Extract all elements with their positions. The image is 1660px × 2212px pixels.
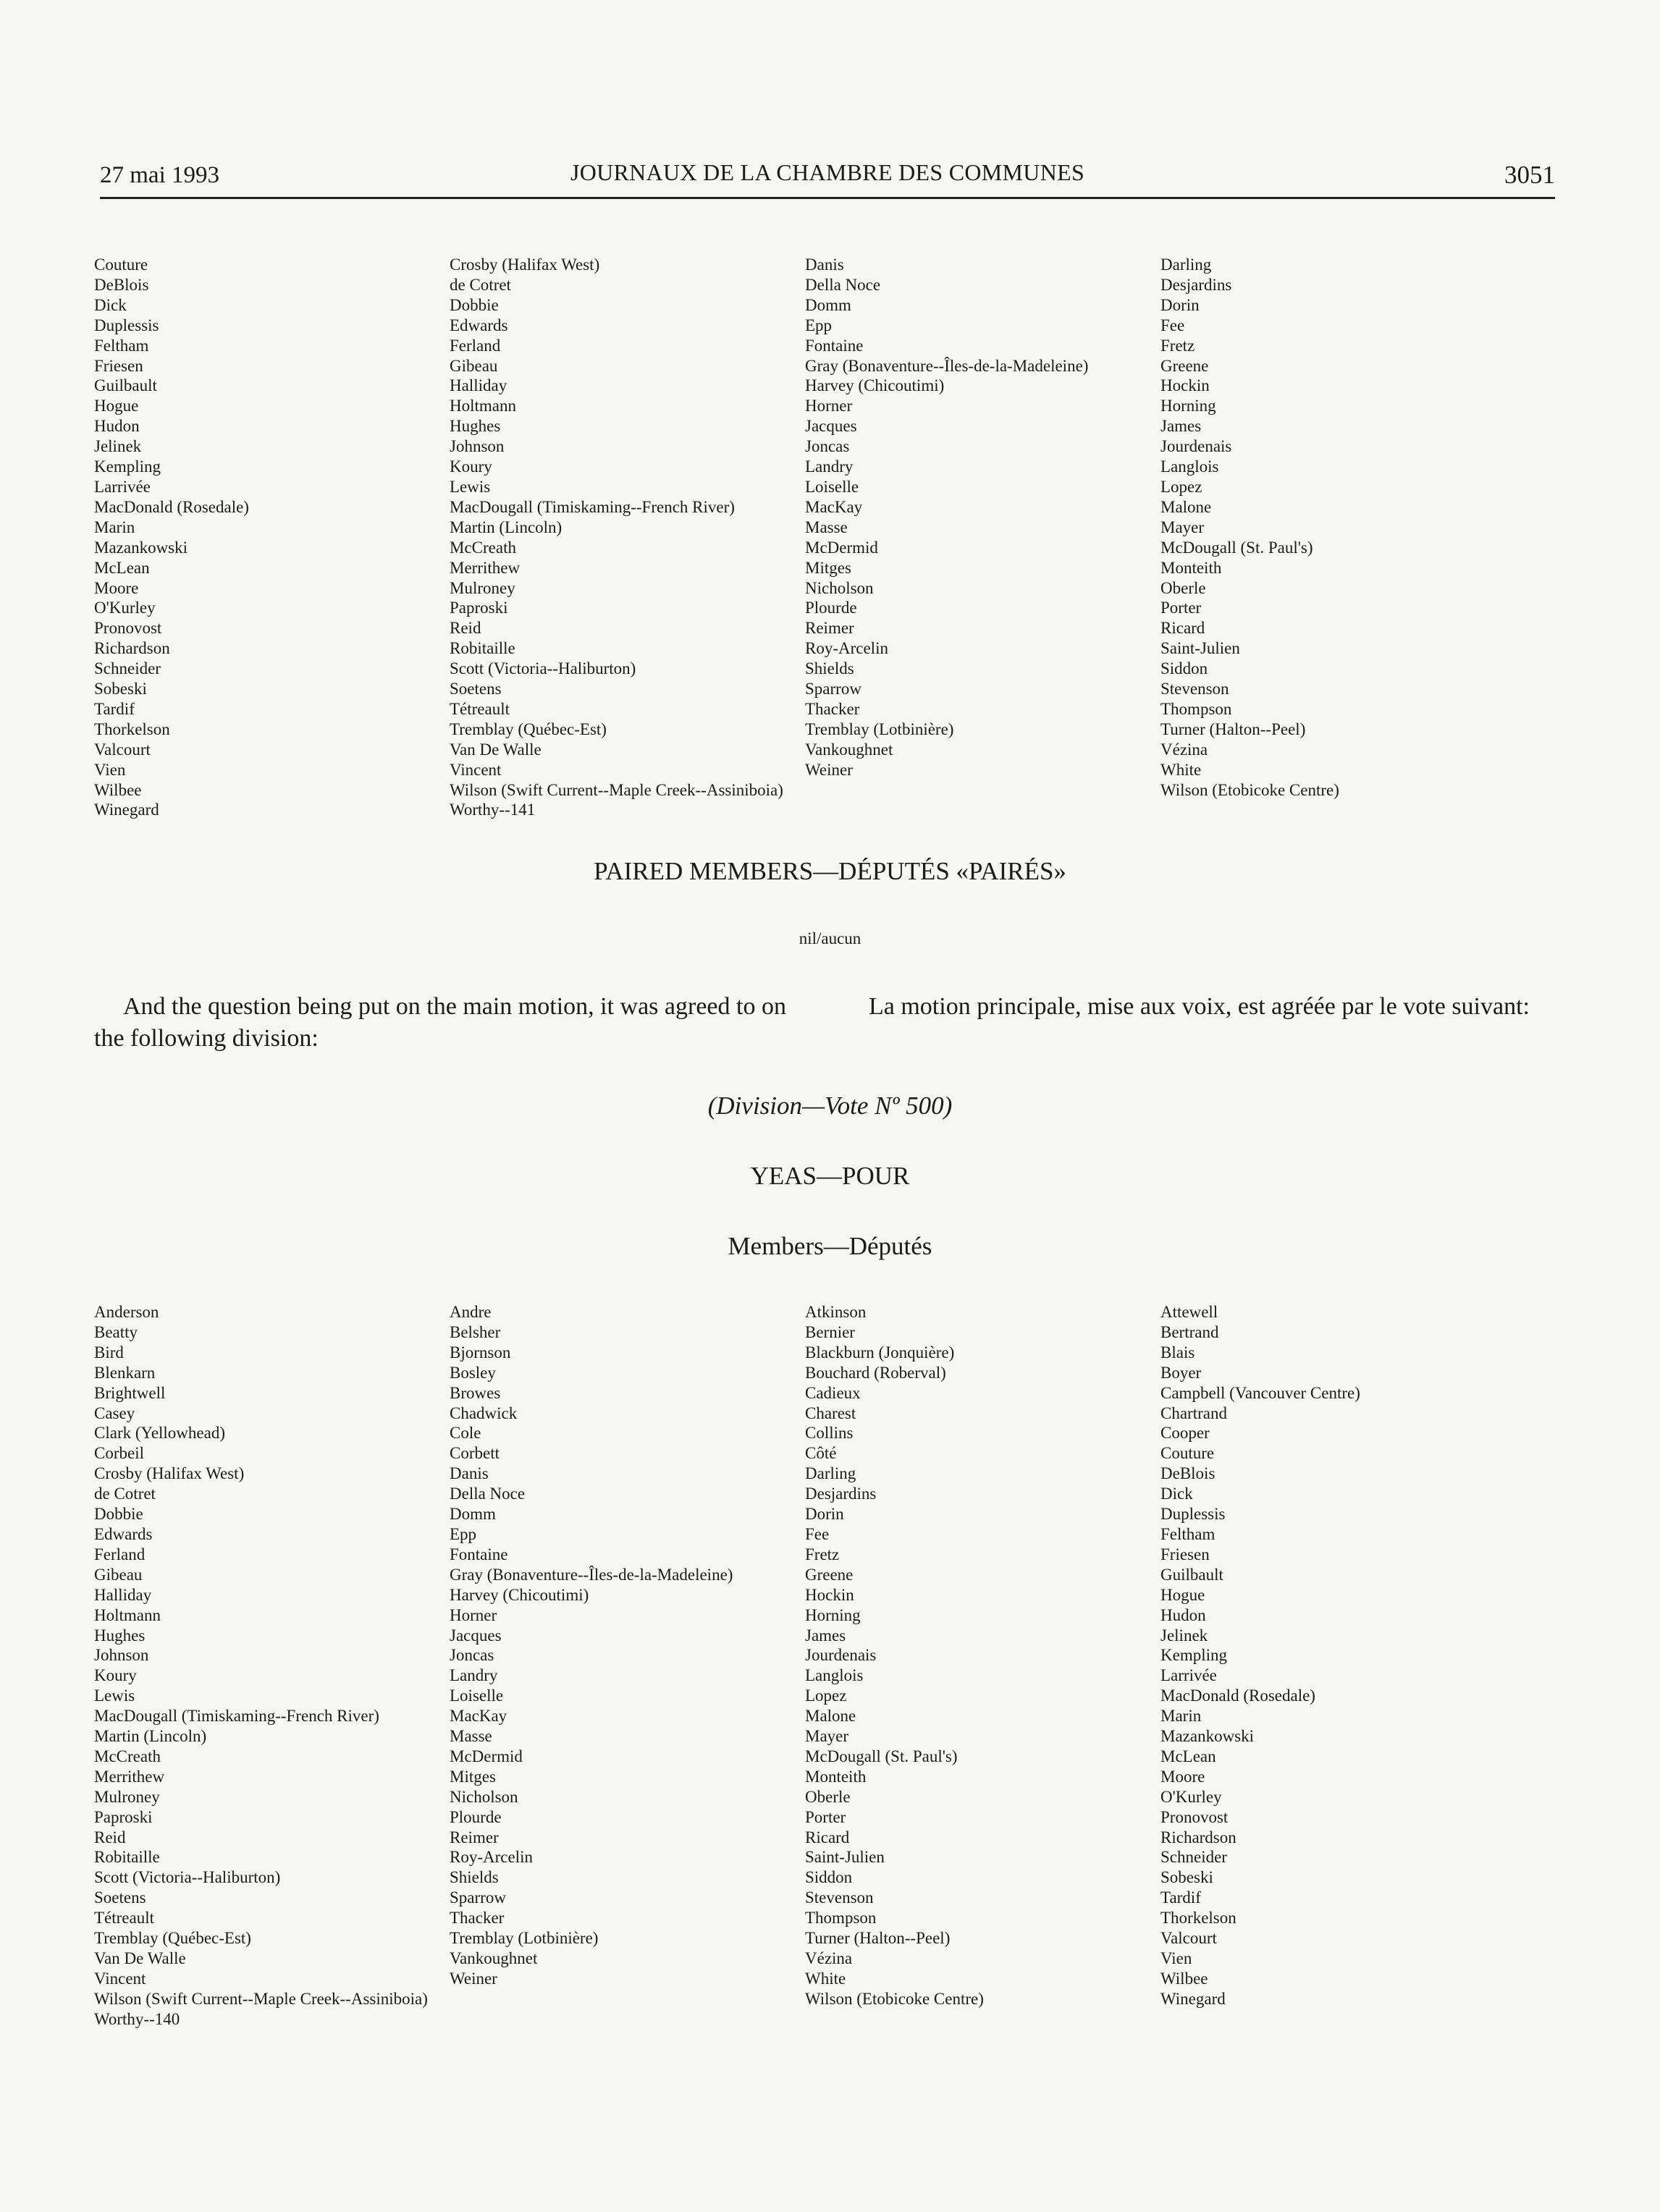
member-name: Van De Walle [94,1949,186,1967]
member-name: Halliday [450,376,507,395]
member-name: Domm [805,295,851,314]
member-name: Casey [94,1403,135,1422]
member-name: Edwards [450,316,508,334]
member-name: MacDonald (Rosedale) [94,497,249,516]
member-name: Bird [94,1343,124,1362]
member-name: Oberle [805,1787,851,1806]
member-name: Reid [94,1828,126,1846]
member-name: Greene [805,1565,854,1584]
member-name: Tétreault [450,699,510,718]
member-name: Duplessis [1160,1505,1226,1524]
member-name: Tremblay (Québec-Est) [450,719,607,738]
member-name: McCreath [94,1747,161,1765]
member-name: Koury [94,1666,137,1685]
member-name: Mazankowski [94,538,188,557]
member-name: Turner (Halton--Peel) [1160,719,1306,738]
member-name: Crosby (Halifax West) [94,1464,245,1483]
member-name: Della Noce [805,275,881,294]
member-name: Johnson [94,1646,149,1665]
member-name: O'Kurley [94,599,156,617]
member-name: Wilson (Swift Current--Maple Creek--Assiniboia) [450,780,783,799]
member-name: Jourdenais [1160,437,1232,456]
member-name: Plourde [450,1807,502,1826]
member-name: Sobeski [94,680,147,698]
member-name: Nicholson [450,1787,518,1806]
member-name: Tremblay (Québec-Est) [94,1929,251,1948]
member-name: Valcourt [94,740,151,759]
member-name: Corbett [450,1444,500,1463]
member-name: O'Kurley [1160,1787,1222,1806]
member-name: Worthy--140 [94,2009,180,2028]
member-name: Shields [805,659,854,678]
member-name: Feltham [1160,1524,1215,1543]
member-name: Blackburn (Jonquière) [805,1343,955,1362]
member-name: Koury [450,457,492,476]
member-name: Fee [805,1524,830,1543]
member-name: Harvey (Chicoutimi) [450,1585,589,1604]
header-date: 27 mai 1993 [100,162,219,188]
member-name: Lewis [94,1687,135,1705]
member-name: Dick [1160,1485,1193,1503]
member-name: Duplessis [94,316,159,334]
member-name: Wilson (Etobicoke Centre) [1160,780,1339,799]
member-name: Soetens [94,1888,146,1907]
member-name: Winegard [94,801,159,819]
member-name: Loiselle [805,477,859,496]
member-name: Greene [1160,356,1209,375]
member-name: Halliday [94,1585,152,1604]
member-name: Fontaine [805,336,864,355]
member-name: Valcourt [1160,1929,1217,1948]
member-name: James [1160,417,1202,436]
member-name: Worthy--141 [450,801,536,819]
page-number: 3051 [1504,161,1555,189]
member-name: MacDonald (Rosedale) [1160,1687,1315,1705]
member-name: MacDougall (Timiskaming--French River) [450,497,735,516]
member-name: de Cotret [450,275,511,294]
member-name: Holtmann [94,1605,161,1624]
member-name: Gray (Bonaventure--Îles-de-la-Madeleine) [805,356,1089,375]
member-name: Dobbie [450,295,499,314]
member-name: Darling [805,1464,856,1483]
member-name: Jelinek [94,437,142,456]
name-column-1 [94,1302,428,2030]
member-name: Malone [805,1707,856,1726]
member-name: Attewell [1160,1303,1218,1321]
member-name: Scott (Victoria--Haliburton) [450,659,636,678]
name-column-4 [1160,1302,1360,2009]
member-name: Vézina [1160,740,1208,759]
member-name: Brightwell [94,1383,166,1402]
member-name: Sparrow [450,1888,506,1907]
member-name: Belsher [450,1322,501,1341]
member-name: DeBlois [1160,1464,1215,1483]
member-name: Campbell (Vancouver Centre) [1160,1383,1360,1402]
member-name: Kempling [1160,1646,1227,1665]
member-name: Weiner [450,1969,497,1988]
member-name: Roy-Arcelin [805,639,888,658]
journal-title: JOURNAUX DE LA CHAMBRE DES COMMUNES [570,159,1085,185]
member-name: Domm [450,1505,496,1524]
member-name: Thompson [805,1909,877,1928]
member-name: Mayer [805,1727,849,1746]
member-name: Thacker [805,699,860,718]
member-name: Gray (Bonaventure--Îles-de-la-Madeleine) [450,1565,733,1584]
member-name: Moore [94,578,139,597]
member-name: Horning [1160,397,1216,415]
member-name: Kempling [94,457,161,476]
member-name: White [805,1969,846,1988]
name-column-1 [94,255,249,820]
member-name: Horner [450,1605,497,1624]
member-name: Plourde [805,599,857,617]
member-name: Boyer [1160,1363,1202,1382]
member-name: Saint-Julien [805,1848,885,1867]
member-name: McLean [94,558,150,577]
member-name: Della Noce [450,1485,526,1503]
member-name: Nicholson [805,578,874,597]
member-name: Collins [805,1424,854,1443]
member-name: Lopez [805,1687,847,1705]
name-column-2 [450,255,783,820]
member-name: Dorin [1160,295,1200,314]
member-name: Vien [94,760,126,779]
member-name: Ricard [805,1828,850,1846]
member-name: Mayer [1160,518,1205,536]
member-name: Pronovost [94,619,162,638]
member-name: White [1160,760,1202,779]
member-name: Ferland [450,336,501,355]
member-name: Danis [450,1464,489,1483]
member-name: Fee [1160,316,1185,334]
name-column-3 [805,1302,984,2009]
member-name: Mulroney [94,1787,160,1806]
member-name: Martin (Lincoln) [450,518,563,536]
member-name: Atkinson [805,1303,867,1321]
member-name: James [805,1626,846,1645]
member-name: Thompson [1160,699,1232,718]
member-name: Ricard [1160,619,1205,638]
name-column-2 [450,1302,733,1989]
member-name: Martin (Lincoln) [94,1727,207,1746]
member-name: McDermid [805,538,878,557]
member-name: de Cotret [94,1485,156,1503]
member-name: Reid [450,619,481,638]
member-name: Winegard [1160,1989,1226,2008]
member-name: Siddon [1160,659,1208,678]
member-name: Van De Walle [450,740,542,759]
member-name: Epp [450,1524,477,1543]
member-name: McCreath [450,538,516,557]
member-name: Friesen [94,356,143,375]
member-name: Fretz [805,1545,840,1563]
member-name: Scott (Victoria--Haliburton) [94,1868,281,1887]
member-name: Dorin [805,1505,844,1524]
member-name: Wilbee [1160,1969,1208,1988]
member-name: Chartrand [1160,1403,1227,1422]
member-name: Mitges [450,1767,496,1786]
member-name: Oberle [1160,578,1206,597]
member-name: Beatty [94,1322,138,1341]
member-name: Thorkelson [94,719,170,738]
member-name: Tremblay (Lotbinière) [805,719,954,738]
member-name: Gibeau [94,1565,143,1584]
member-name: Marin [94,518,135,536]
member-name: MacDougall (Timiskaming--French River) [94,1707,379,1726]
member-name: Robitaille [450,639,515,658]
member-name: Vézina [805,1949,853,1967]
member-name: Couture [1160,1444,1215,1463]
name-column-4 [1160,255,1339,800]
member-name: Hudon [94,417,140,436]
member-name: Joncas [450,1646,494,1665]
paired-members-heading: PAIRED MEMBERS—DÉPUTÉS «PAIRÉS» [594,857,1066,885]
member-name: Holtmann [450,397,516,415]
member-name: Dobbie [94,1505,143,1524]
member-name: Vincent [94,1969,146,1988]
member-name: Sparrow [805,680,861,698]
member-name: Schneider [94,659,161,678]
member-name: Hogue [1160,1585,1205,1604]
member-name: Guilbault [94,376,157,395]
member-name: Landry [805,457,854,476]
member-name: Mulroney [450,578,515,597]
member-name: Desjardins [1160,275,1232,294]
member-name: Tardif [1160,1888,1201,1907]
member-name: Andre [450,1303,492,1321]
member-name: Couture [94,256,148,274]
member-name: Jelinek [1160,1626,1208,1645]
member-name: Reimer [805,619,854,638]
member-name: Mazankowski [1160,1727,1255,1746]
member-name: Reimer [450,1828,499,1846]
member-name: Stevenson [1160,680,1229,698]
member-name: Wilbee [94,780,142,799]
member-name: Côté [805,1444,837,1463]
member-name: Monteith [805,1767,867,1786]
member-name: Bertrand [1160,1322,1219,1341]
member-name: Vankoughnet [805,740,893,759]
member-name: Wilson (Swift Current--Maple Creek--Assiniboia) [94,1989,428,2008]
member-name: Merrithew [450,558,521,577]
member-name: Blais [1160,1343,1195,1362]
member-name: Marin [1160,1707,1202,1726]
member-name: McDougall (St. Paul's) [1160,538,1313,557]
member-name: Bouchard (Roberval) [805,1363,946,1382]
member-name: Siddon [805,1868,853,1887]
member-name: Vincent [450,760,502,779]
member-name: Tremblay (Lotbinière) [450,1929,599,1948]
member-name: Darling [1160,256,1212,274]
member-name: Shields [450,1868,499,1887]
member-name: Edwards [94,1524,153,1543]
member-name: Hockin [1160,376,1210,395]
member-name: Porter [1160,599,1202,617]
member-name: McDougall (St. Paul's) [805,1747,958,1765]
yeas-heading: YEAS—POUR [750,1162,910,1190]
member-name: Cole [450,1424,481,1443]
member-name: Feltham [94,336,149,355]
member-name: Friesen [1160,1545,1210,1563]
member-name: Fontaine [450,1545,508,1563]
member-name: Cooper [1160,1424,1210,1443]
member-name: Johnson [450,437,505,456]
member-name: Clark (Yellowhead) [94,1424,225,1443]
member-name: Sobeski [1160,1868,1213,1887]
member-name: Chadwick [450,1403,518,1422]
member-name: Tardif [94,699,135,718]
member-name: Larrivée [1160,1666,1217,1685]
member-name: Larrivée [94,477,151,496]
member-name: Langlois [1160,457,1219,476]
page-header [100,159,1555,199]
paired-members-none: nil/aucun [799,929,861,947]
member-name: Turner (Halton--Peel) [805,1929,951,1948]
name-column-3 [805,255,1088,780]
member-name: Paproski [450,599,508,617]
member-name: Charest [805,1403,856,1422]
member-name: Bjornson [450,1343,511,1362]
member-name: Porter [805,1807,846,1826]
member-name: Blenkarn [94,1363,156,1382]
member-name: Robitaille [94,1848,160,1867]
member-name: Richardson [1160,1828,1236,1846]
member-name: Joncas [805,437,850,456]
member-name: Stevenson [805,1888,874,1907]
member-name: Harvey (Chicoutimi) [805,376,945,395]
member-name: Horner [805,397,853,415]
member-name: Fretz [1160,336,1195,355]
member-name: Vankoughnet [450,1949,538,1967]
member-name: Ferland [94,1545,146,1563]
member-name: Lewis [450,477,491,496]
motion-text-english: And the question being put on the main motion, it was agreed to on the following division: [94,993,786,1052]
member-name: DeBlois [94,275,149,294]
member-name: Mitges [805,558,851,577]
member-name: Monteith [1160,558,1222,577]
member-name: Bernier [805,1322,855,1341]
member-name: Corbeil [94,1444,144,1463]
member-name: Hughes [94,1626,146,1645]
member-name: Cadieux [805,1383,861,1402]
member-name: Jourdenais [805,1646,877,1665]
member-name: Hogue [94,397,139,415]
member-name: Weiner [805,760,853,779]
member-name: Horning [805,1605,861,1624]
member-name: Thacker [450,1909,505,1928]
member-name: Jacques [805,417,857,436]
member-name: Browes [450,1383,501,1402]
member-name: Masse [805,518,848,536]
motion-text-french: La motion principale, mise aux voix, est agréée par le vote suivant: [869,993,1530,1020]
member-name: MacKay [805,497,863,516]
member-name: Pronovost [1160,1807,1229,1826]
member-name: Landry [450,1666,498,1685]
member-name: Schneider [1160,1848,1227,1867]
member-name: Loiselle [450,1687,504,1705]
member-name: Soetens [450,680,502,698]
member-name: MacKay [450,1707,507,1726]
member-name: Merrithew [94,1767,165,1786]
member-name: Jacques [450,1626,502,1645]
member-name: Vien [1160,1949,1192,1967]
member-name: Epp [805,316,833,334]
member-name: Tétreault [94,1909,155,1928]
member-name: McLean [1160,1747,1216,1765]
member-name: Hockin [805,1585,854,1604]
member-name: Hudon [1160,1605,1206,1624]
member-name: McDermid [450,1747,523,1765]
member-name: Crosby (Halifax West) [450,256,600,274]
member-name: Dick [94,295,127,314]
member-name: Anderson [94,1303,159,1321]
member-name: Thorkelson [1160,1909,1236,1928]
member-name: Malone [1160,497,1212,516]
member-name: Gibeau [450,356,498,375]
member-name: Desjardins [805,1485,877,1503]
member-name: Danis [805,256,844,274]
member-name: Langlois [805,1666,864,1685]
member-name: Moore [1160,1767,1205,1786]
members-heading: Members—Députés [728,1232,932,1260]
member-name: Wilson (Etobicoke Centre) [805,1989,984,2008]
member-name: Richardson [94,639,170,658]
member-name: Bosley [450,1363,496,1382]
member-name: Hughes [450,417,501,436]
member-name: Lopez [1160,477,1202,496]
member-name: Saint-Julien [1160,639,1240,658]
division-label: (Division—Vote Nº 500) [707,1092,953,1120]
member-name: Guilbault [1160,1565,1223,1584]
member-name: Masse [450,1727,492,1746]
member-name: Paproski [94,1807,153,1826]
member-name: Roy-Arcelin [450,1848,533,1867]
